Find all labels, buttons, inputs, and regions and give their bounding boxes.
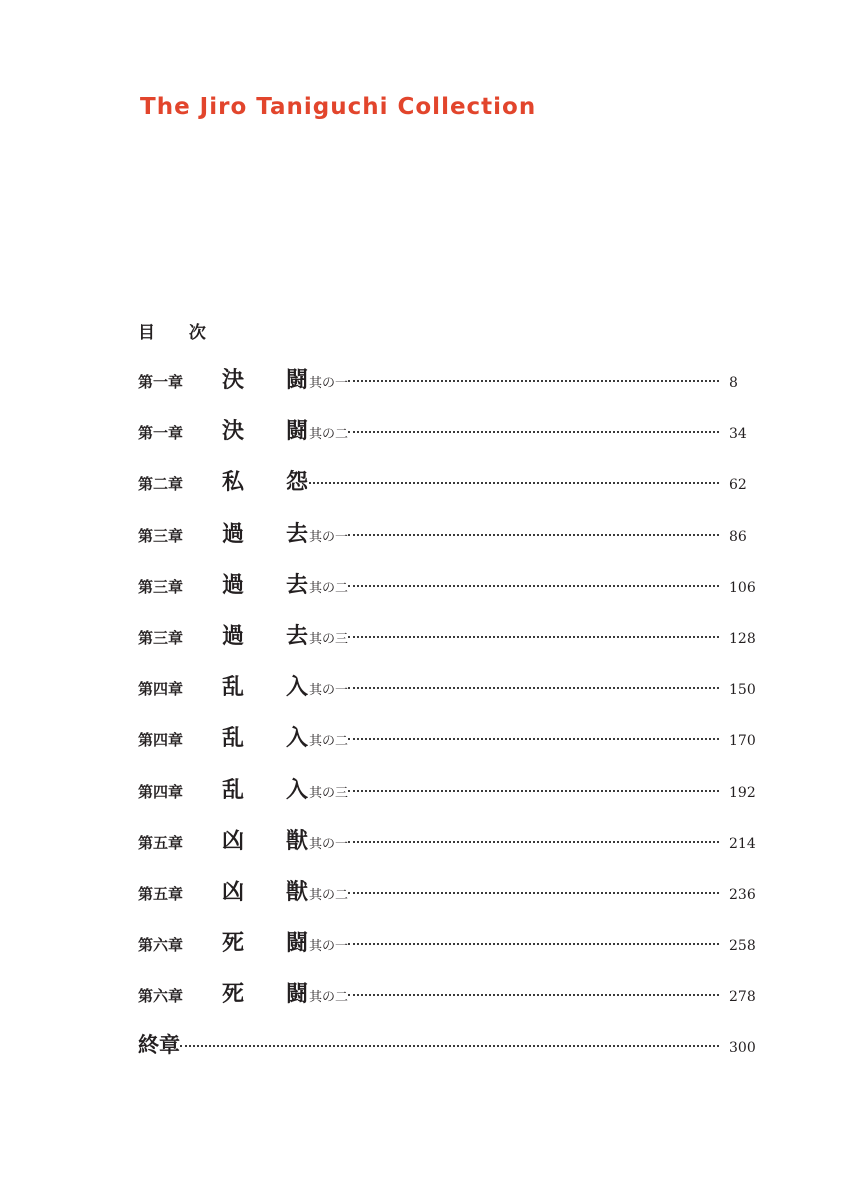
- title-char: 過: [222, 622, 245, 649]
- chapter-number: 第一章: [138, 424, 184, 443]
- page-number: 128: [729, 630, 756, 647]
- toc-heading: 目 次: [138, 323, 220, 343]
- toc-entry[interactable]: [138, 665, 763, 716]
- chapter-number: 第六章: [138, 936, 184, 955]
- title-char: 乱: [222, 776, 245, 803]
- dot-leader: [348, 738, 719, 740]
- toc-entry[interactable]: [138, 358, 763, 409]
- chapter-number: 第二章: [138, 475, 184, 494]
- page-number: 236: [729, 886, 756, 903]
- chapter-part: 其の二: [309, 734, 349, 750]
- title-char: 去: [285, 520, 308, 547]
- toc-entry[interactable]: [138, 460, 763, 511]
- chapter-number: 第三章: [138, 526, 184, 545]
- title-char: 獣: [285, 878, 308, 905]
- toc-list: [138, 358, 763, 1075]
- toc-entry[interactable]: [138, 768, 763, 819]
- title-char: 過: [222, 520, 245, 547]
- dot-leader: [348, 994, 719, 996]
- chapter-part: 其の二: [309, 427, 349, 443]
- chapter-part: 其の一: [309, 529, 349, 545]
- toc-entry[interactable]: [138, 409, 763, 460]
- chapter-part: 其の二: [309, 887, 349, 903]
- toc-entry[interactable]: [138, 614, 763, 665]
- title-char: 私: [222, 469, 245, 496]
- dot-leader: [180, 1045, 719, 1047]
- chapter-title: [222, 614, 308, 658]
- chapter-title: [222, 819, 308, 863]
- chapter-number: 第三章: [138, 628, 184, 647]
- chapter-part: 其の一: [309, 683, 349, 699]
- page-number: 192: [729, 784, 756, 801]
- dot-leader: [348, 687, 719, 689]
- chapter-title: [222, 716, 308, 760]
- dot-leader: [348, 585, 719, 587]
- dot-leader: [348, 636, 719, 638]
- title-char: 決: [222, 418, 245, 445]
- title-char: 怨: [285, 469, 308, 496]
- title-char: 闘: [285, 367, 308, 393]
- chapter-number: 第四章: [138, 680, 184, 699]
- page-number: 8: [729, 375, 738, 391]
- chapter-title: [222, 460, 308, 504]
- dot-leader: [348, 534, 719, 536]
- chapter-title: [222, 665, 308, 709]
- title-char: 死: [222, 981, 245, 1008]
- page-number: 300: [729, 1040, 756, 1057]
- title-char: 闘: [285, 418, 308, 445]
- title-char: 闘: [285, 981, 308, 1008]
- title-char: 乱: [222, 725, 245, 752]
- chapter-number: 第三章: [138, 577, 184, 596]
- title-char: 凶: [222, 878, 245, 905]
- chapter-number: 第四章: [138, 782, 184, 801]
- toc-entry[interactable]: [138, 870, 763, 921]
- title-char: 凶: [222, 827, 245, 854]
- chapter-number: 第五章: [138, 884, 184, 903]
- dot-leader: [348, 841, 719, 843]
- chapter-number: 終章: [138, 1032, 180, 1058]
- title-char: 死: [222, 930, 245, 957]
- page-number: 258: [729, 938, 756, 955]
- chapter-title: [222, 768, 308, 812]
- chapter-title: [222, 972, 308, 1016]
- chapter-number: 第六章: [138, 987, 184, 1006]
- chapter-part: 其の三: [309, 785, 349, 801]
- title-char: 獣: [285, 827, 308, 854]
- toc-entry[interactable]: [138, 921, 763, 972]
- chapter-part: 其の二: [309, 580, 349, 596]
- dot-leader: [309, 482, 719, 484]
- toc-entry[interactable]: [138, 512, 763, 563]
- chapter-part: 其の三: [309, 631, 349, 647]
- toc-entry-final[interactable]: [138, 1023, 763, 1074]
- chapter-part: 其の一: [309, 939, 349, 955]
- chapter-title: [222, 358, 308, 402]
- page-number: 106: [729, 579, 756, 596]
- chapter-title: [222, 512, 308, 556]
- chapter-title: [222, 563, 308, 607]
- toc-entry[interactable]: [138, 716, 763, 767]
- chapter-part: 其の二: [309, 990, 349, 1006]
- chapter-title: [222, 409, 308, 453]
- title-char: 入: [285, 725, 308, 752]
- chapter-title: [222, 870, 308, 914]
- toc-entry[interactable]: [138, 972, 763, 1023]
- title-char: 入: [285, 674, 308, 701]
- title-char: 決: [222, 367, 245, 393]
- dot-leader: [348, 892, 719, 894]
- chapter-part: 其の一: [309, 376, 349, 391]
- chapter-part: 其の一: [309, 836, 349, 852]
- toc-entry[interactable]: [138, 819, 763, 870]
- page-number: 34: [729, 426, 747, 443]
- title-char: 入: [285, 776, 308, 803]
- page-number: 150: [729, 682, 756, 699]
- toc-entry[interactable]: [138, 563, 763, 614]
- page-number: 62: [729, 477, 747, 494]
- series-title: The Jiro Taniguchi Collection: [140, 94, 537, 120]
- title-char: 去: [285, 622, 308, 649]
- title-char: 去: [285, 571, 308, 598]
- dot-leader: [348, 943, 719, 945]
- page-number: 170: [729, 733, 756, 750]
- title-char: 乱: [222, 674, 245, 701]
- page-number: 86: [729, 528, 747, 545]
- title-char: 闘: [285, 930, 308, 957]
- chapter-title: [222, 921, 308, 965]
- title-char: 過: [222, 571, 245, 598]
- dot-leader: [348, 380, 719, 382]
- page-number: 278: [729, 989, 756, 1006]
- dot-leader: [348, 790, 719, 792]
- chapter-number: 第五章: [138, 833, 184, 852]
- chapter-number: 第四章: [138, 731, 184, 750]
- chapter-number: 第一章: [138, 373, 184, 391]
- page-number: 214: [729, 835, 756, 852]
- dot-leader: [348, 431, 719, 433]
